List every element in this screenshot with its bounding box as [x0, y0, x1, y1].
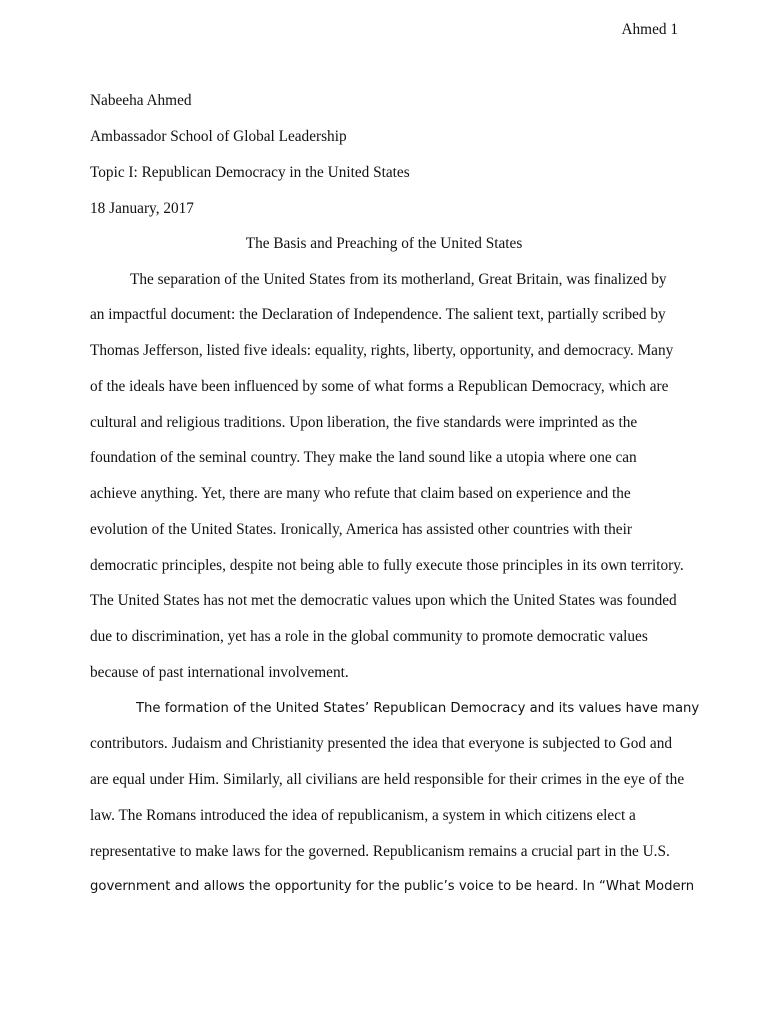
paragraph-line: cultural and religious traditions. Upon liberation, the five standards were imprinted as the: [90, 414, 638, 431]
paragraph-line: The formation of the United States’ Republican Democracy and its values have many: [136, 701, 700, 716]
paragraph-line: The United States has not met the democratic values upon which the United States was founded: [90, 592, 677, 609]
paragraph-line: due to discrimination, yet has a role in the global community to promote democratic values: [90, 628, 648, 645]
paragraph-line: representative to make laws for the governed. Republicanism remains a crucial part in the U.S.: [90, 843, 670, 860]
paragraph-line: democratic principles, despite not being able to fully execute those principles in its own territory.: [90, 557, 684, 574]
paragraph-line: government and allows the opportunity for the public’s voice to be heard. In “What Modern: [90, 879, 695, 894]
author-name: Nabeeha Ahmed: [90, 92, 192, 109]
paragraph-line: are equal under Him. Similarly, all civilians are held responsible for their crimes in the eye of the: [90, 771, 685, 788]
running-head: Ahmed 1: [621, 21, 678, 38]
paragraph-line: contributors. Judaism and Christianity presented the idea that everyone is subjected to God and: [90, 735, 672, 752]
paragraph-line: because of past international involvement.: [90, 664, 349, 681]
paragraph-line: Thomas Jefferson, listed five ideals: equality, rights, liberty, opportunity, and democracy. Many: [90, 342, 674, 359]
essay-title: The Basis and Preaching of the United States: [245, 235, 523, 252]
paragraph-line: The separation of the United States from its motherland, Great Britain, was finalized by: [130, 271, 667, 288]
paragraph-line: achieve anything. Yet, there are many who refute that claim based on experience and the: [90, 485, 631, 502]
paragraph-line: evolution of the United States. Ironically, America has assisted other countries with their: [90, 521, 632, 538]
date-line: 18 January, 2017: [90, 200, 194, 217]
paragraph-line: an impactful document: the Declaration of Independence. The salient text, partially scribed by: [90, 306, 666, 323]
paragraph-line: of the ideals have been influenced by some of what forms a Republican Democracy, which are: [90, 378, 669, 395]
school-name: Ambassador School of Global Leadership: [90, 128, 347, 145]
topic-line: Topic I: Republican Democracy in the United States: [90, 164, 410, 181]
paragraph-line: foundation of the seminal country. They make the land sound like a utopia where one can: [90, 449, 637, 466]
paragraph-line: law. The Romans introduced the idea of republicanism, a system in which citizens elect a: [90, 807, 636, 824]
